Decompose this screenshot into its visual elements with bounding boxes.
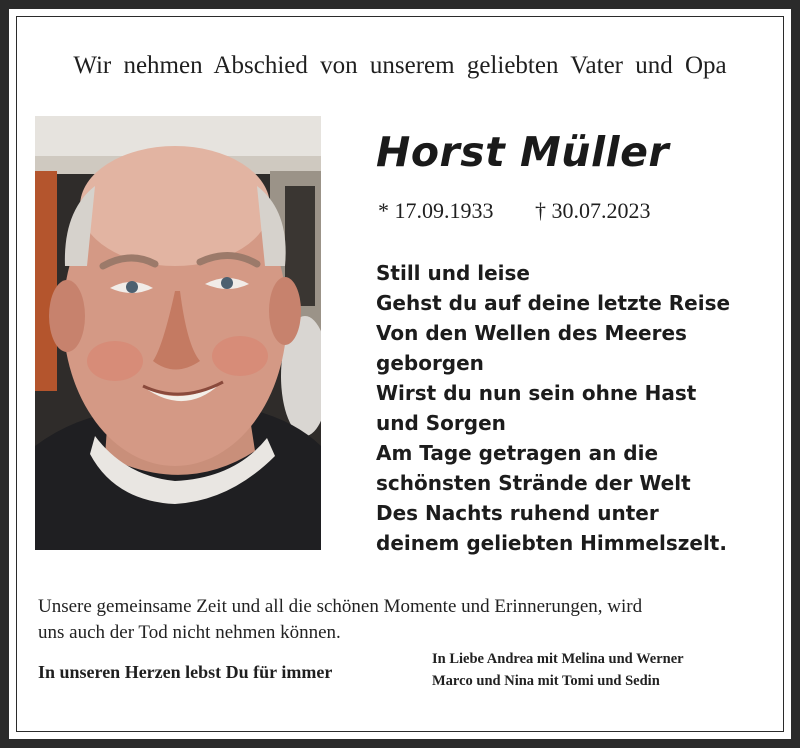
- poem-line: geborgen: [376, 351, 484, 375]
- poem-line: Wirst du nun sein ohne Hast: [376, 381, 697, 405]
- family-signature: [432, 648, 684, 692]
- birth-date: * 17.09.1933: [378, 198, 494, 223]
- poem-line: Gehst du auf deine letzte Reise: [376, 291, 731, 315]
- closing-line: Unsere gemeinsame Zeit und all die schönen Momente und Erinnerungen, wird: [38, 596, 643, 617]
- closing-line: uns auch der Tod nicht nehmen können.: [38, 622, 341, 643]
- poem-line: und Sorgen: [376, 411, 506, 435]
- poem-line: Von den Wellen des Meeres: [376, 321, 687, 345]
- poem-line: Still und leise: [376, 261, 530, 285]
- life-dates: [378, 198, 651, 224]
- poem-line: schönsten Strände der Welt: [376, 471, 691, 495]
- headline: Wir nehmen Abschied von unserem geliebten Vater und Opa: [73, 52, 727, 79]
- portrait-photo: [35, 116, 321, 550]
- memorial-poem: [376, 258, 730, 558]
- poem-line: Des Nachts ruhend unter: [376, 501, 659, 525]
- poem-line: deinem geliebten Himmelszelt.: [376, 531, 727, 555]
- signature-line: In Liebe Andrea mit Melina und Werner: [432, 651, 684, 667]
- motto: In unseren Herzen lebst Du für immer: [38, 662, 333, 682]
- deceased-name: Horst Müller: [376, 128, 670, 176]
- death-date: † 30.07.2023: [535, 198, 651, 223]
- poem-line: Am Tage getragen an die: [376, 441, 659, 465]
- closing-text: [38, 594, 758, 646]
- signature-line: Marco und Nina mit Tomi und Sedin: [432, 673, 660, 689]
